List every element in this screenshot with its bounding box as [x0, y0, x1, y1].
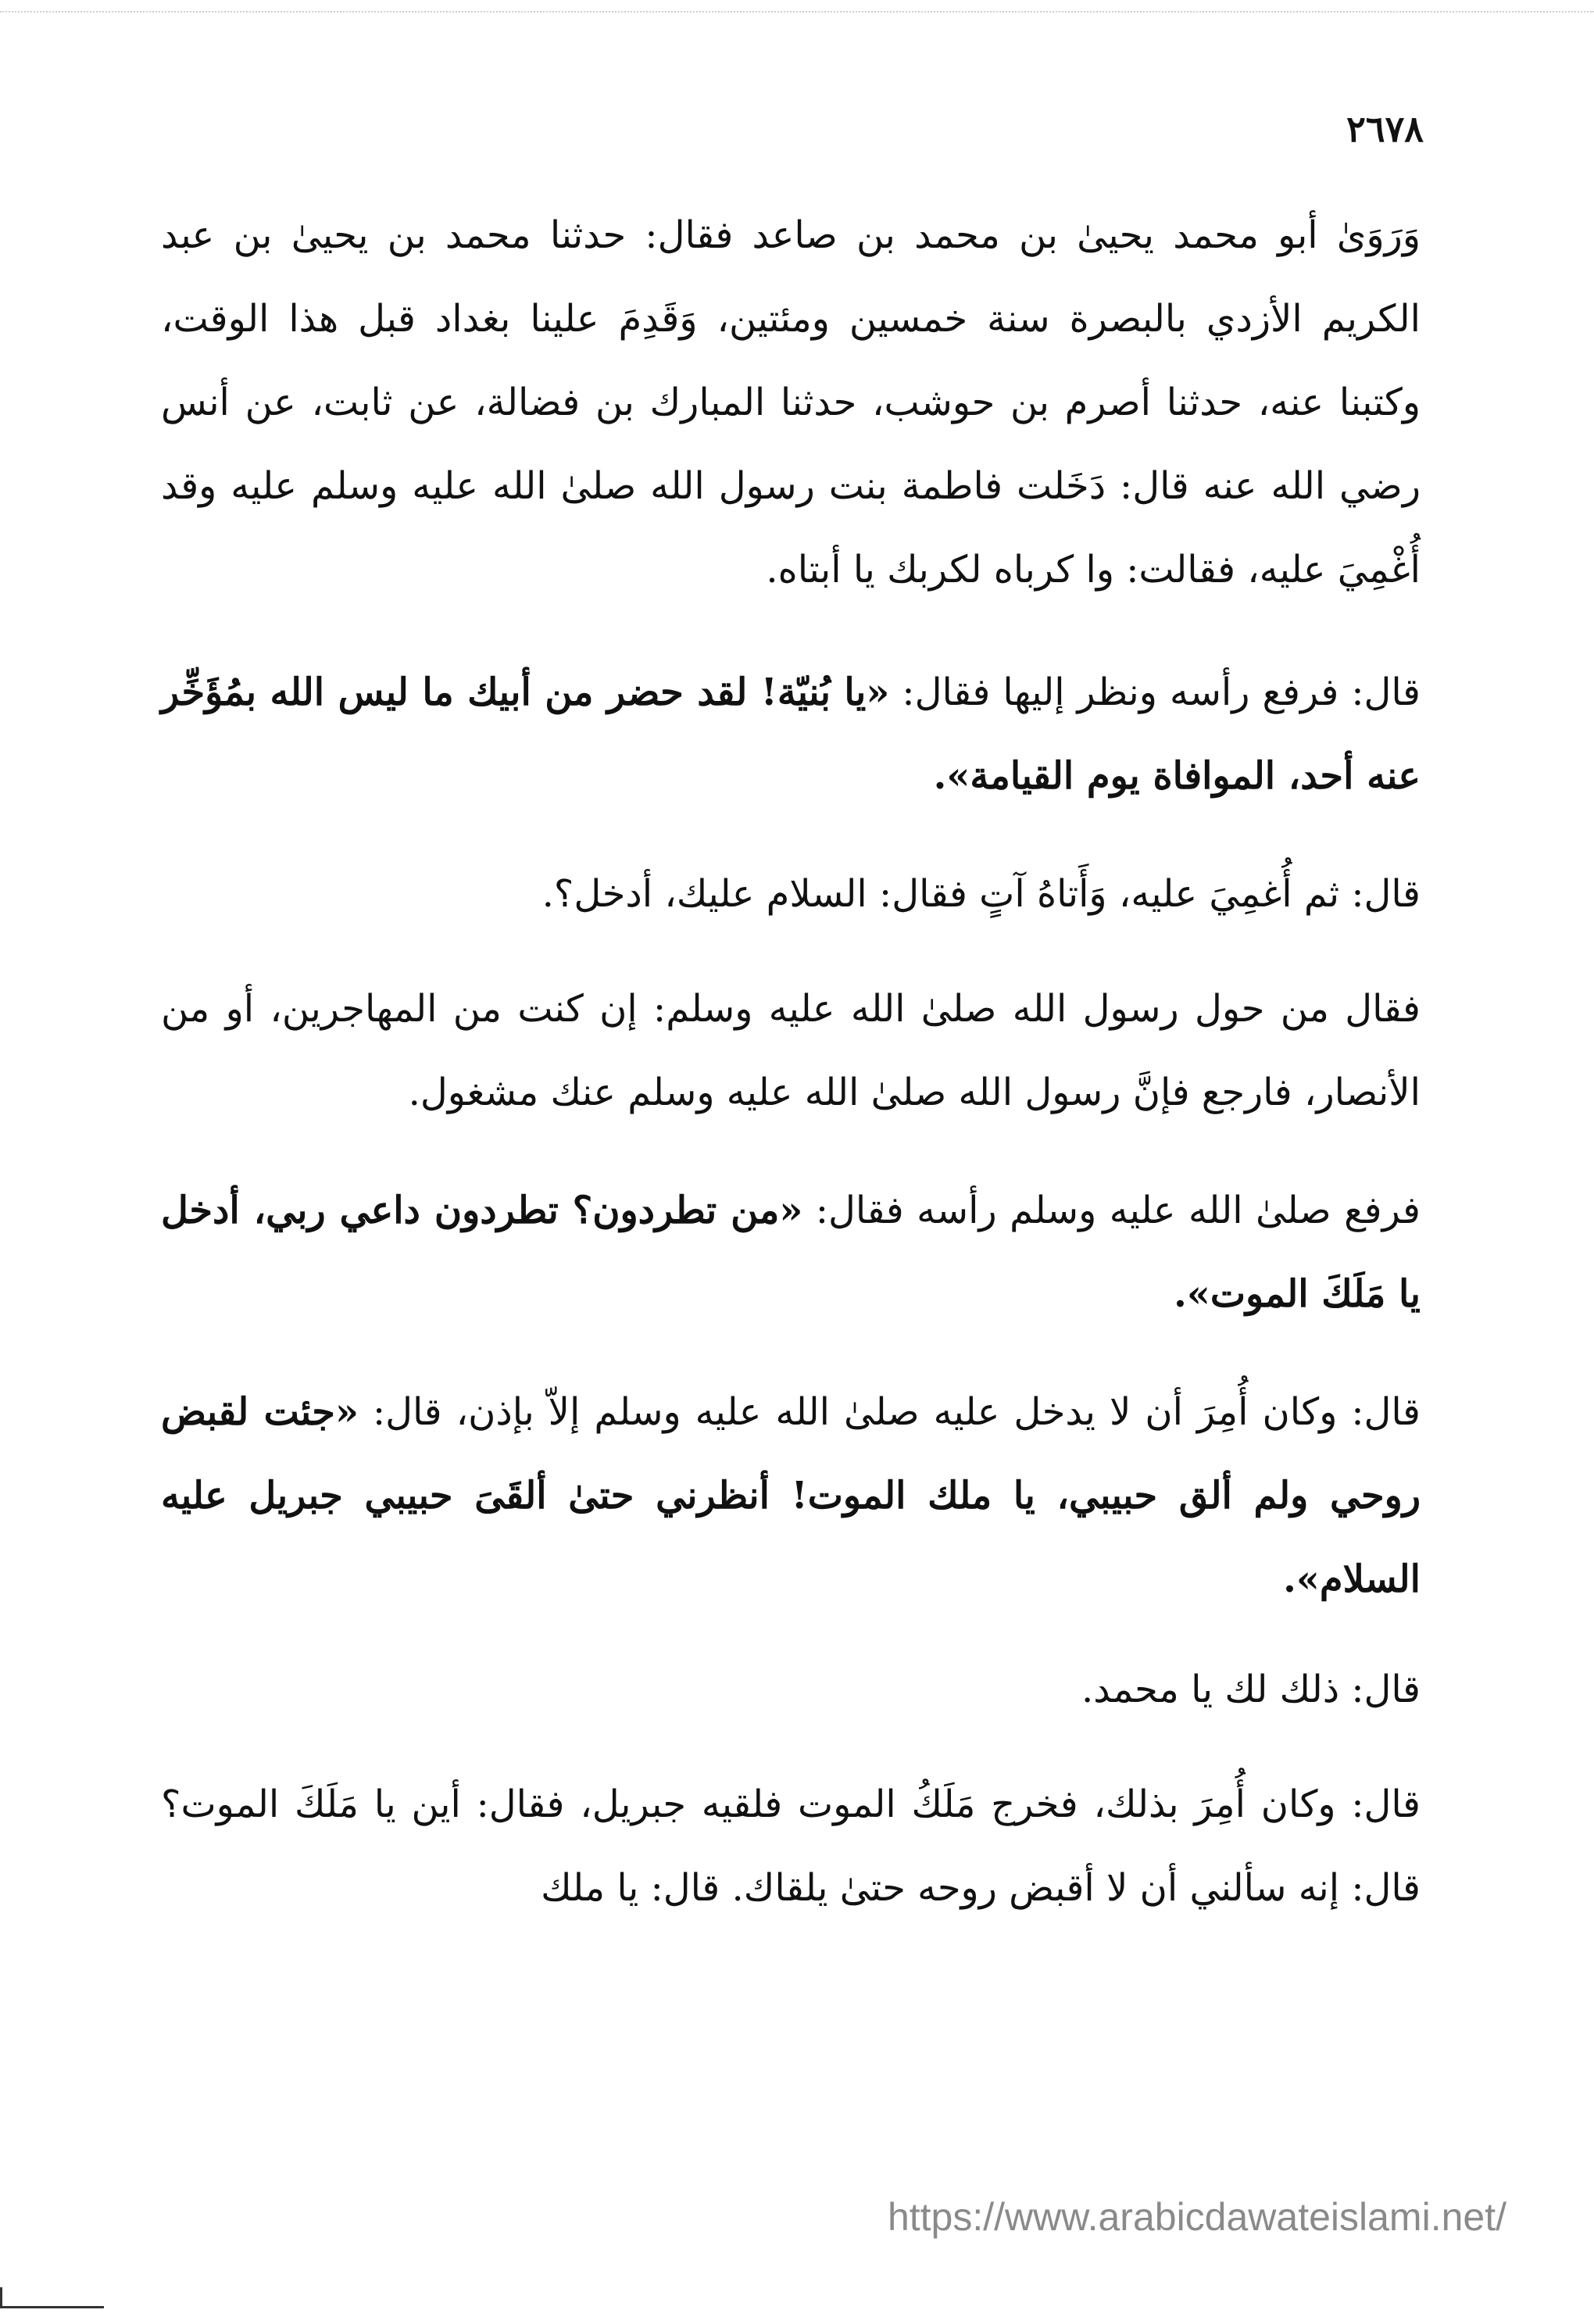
paragraph-permission: [161, 1371, 1421, 1621]
paragraph-granted: [161, 1648, 1421, 1732]
paragraph-text: قال: ثم أُغمِيَ عليه، وَأَتاهُ آتٍ فقال: السلام عليك، أدخل؟.: [541, 872, 1421, 916]
paragraph-text: فرفع صلىٰ الله عليه وسلم رأسه فقال:: [802, 1189, 1421, 1232]
paragraph-companions-reply: [161, 967, 1421, 1135]
paragraph-angel-meets-jibril: [161, 1763, 1421, 1930]
quoted-speech: «يا بُنيّة! لقد حضر من أبيك ما ليس الله بمُؤَخِّر عنه أحد، الموافاة يوم القيامة».: [161, 670, 1421, 798]
paragraph-text: وَرَوَىٰ أبو محمد يحيىٰ بن محمد بن صاعد فقال: حدثنا محمد بن يحيىٰ بن عبد الكريم الأزدي بالبصرة سنة خمسين ومئتين، وَقَدِمَ علينا بغداد قبل هذا الوقت، وكتبنا عنه، حدثنا أصرم بن حوشب، حدثنا المبارك بن فضالة، عن ثابت، عن أنس رضي الله عنه قال: دَخَلت فاطمة بنت رسول الله صلىٰ الله عليه وسلم عليه وقد أُغْمِيَ عليه، فقالت: وا كرباه لكربك يا أبتاه.: [161, 213, 1421, 592]
quoted-speech: «من تطردون؟ تطردون داعي ربي، أدخل يا مَلَكَ الموت».: [161, 1189, 1421, 1316]
scan-corner-mark: [0, 2287, 104, 2308]
paragraph-visitor-arrives: [161, 853, 1421, 936]
paragraph-narration-chain: [161, 194, 1421, 612]
watermark-url: https://www.arabicdawateislami.net/: [887, 2195, 1506, 2239]
paragraph-prophet-admits: [161, 1169, 1421, 1336]
paragraph-text: قال: ذلك لك يا محمد.: [1081, 1668, 1421, 1711]
page-number: ٢٦٧٨: [1346, 108, 1424, 150]
paragraph-text: قال: وكان أُمِرَ أن لا يدخل عليه صلىٰ الله عليه وسلم إلاّ بإذن، قال:: [358, 1390, 1421, 1434]
paragraph-text: قال: فرفع رأسه ونظر إليها فقال:: [889, 670, 1421, 714]
page-body: [161, 194, 1421, 1963]
paragraph-prophet-reply-fatima: [161, 651, 1421, 818]
paragraph-text: فقال من حول رسول الله صلىٰ الله عليه وسلم: إن كنت من المهاجرين، أو من الأنصار، فارجع فإنَّ رسول الله صلىٰ الله عليه وسلم عنك مشغول.: [161, 987, 1421, 1114]
quoted-speech: «جئت لقبض روحي ولم ألق حبيبي، يا ملك الموت! أنظرني حتىٰ ألقَىَ حبيبي جبريل عليه السلام».: [161, 1390, 1421, 1601]
scan-edge-dots: [0, 11, 1594, 14]
paragraph-text: قال: وكان أُمِرَ بذلك، فخرج مَلَكُ الموت فلقيه جبريل، فقال: أين يا مَلَكَ الموت؟ قال: إنه سألني أن لا أقبض روحه حتىٰ يلقاك. قال: يا ملك: [161, 1782, 1421, 1910]
